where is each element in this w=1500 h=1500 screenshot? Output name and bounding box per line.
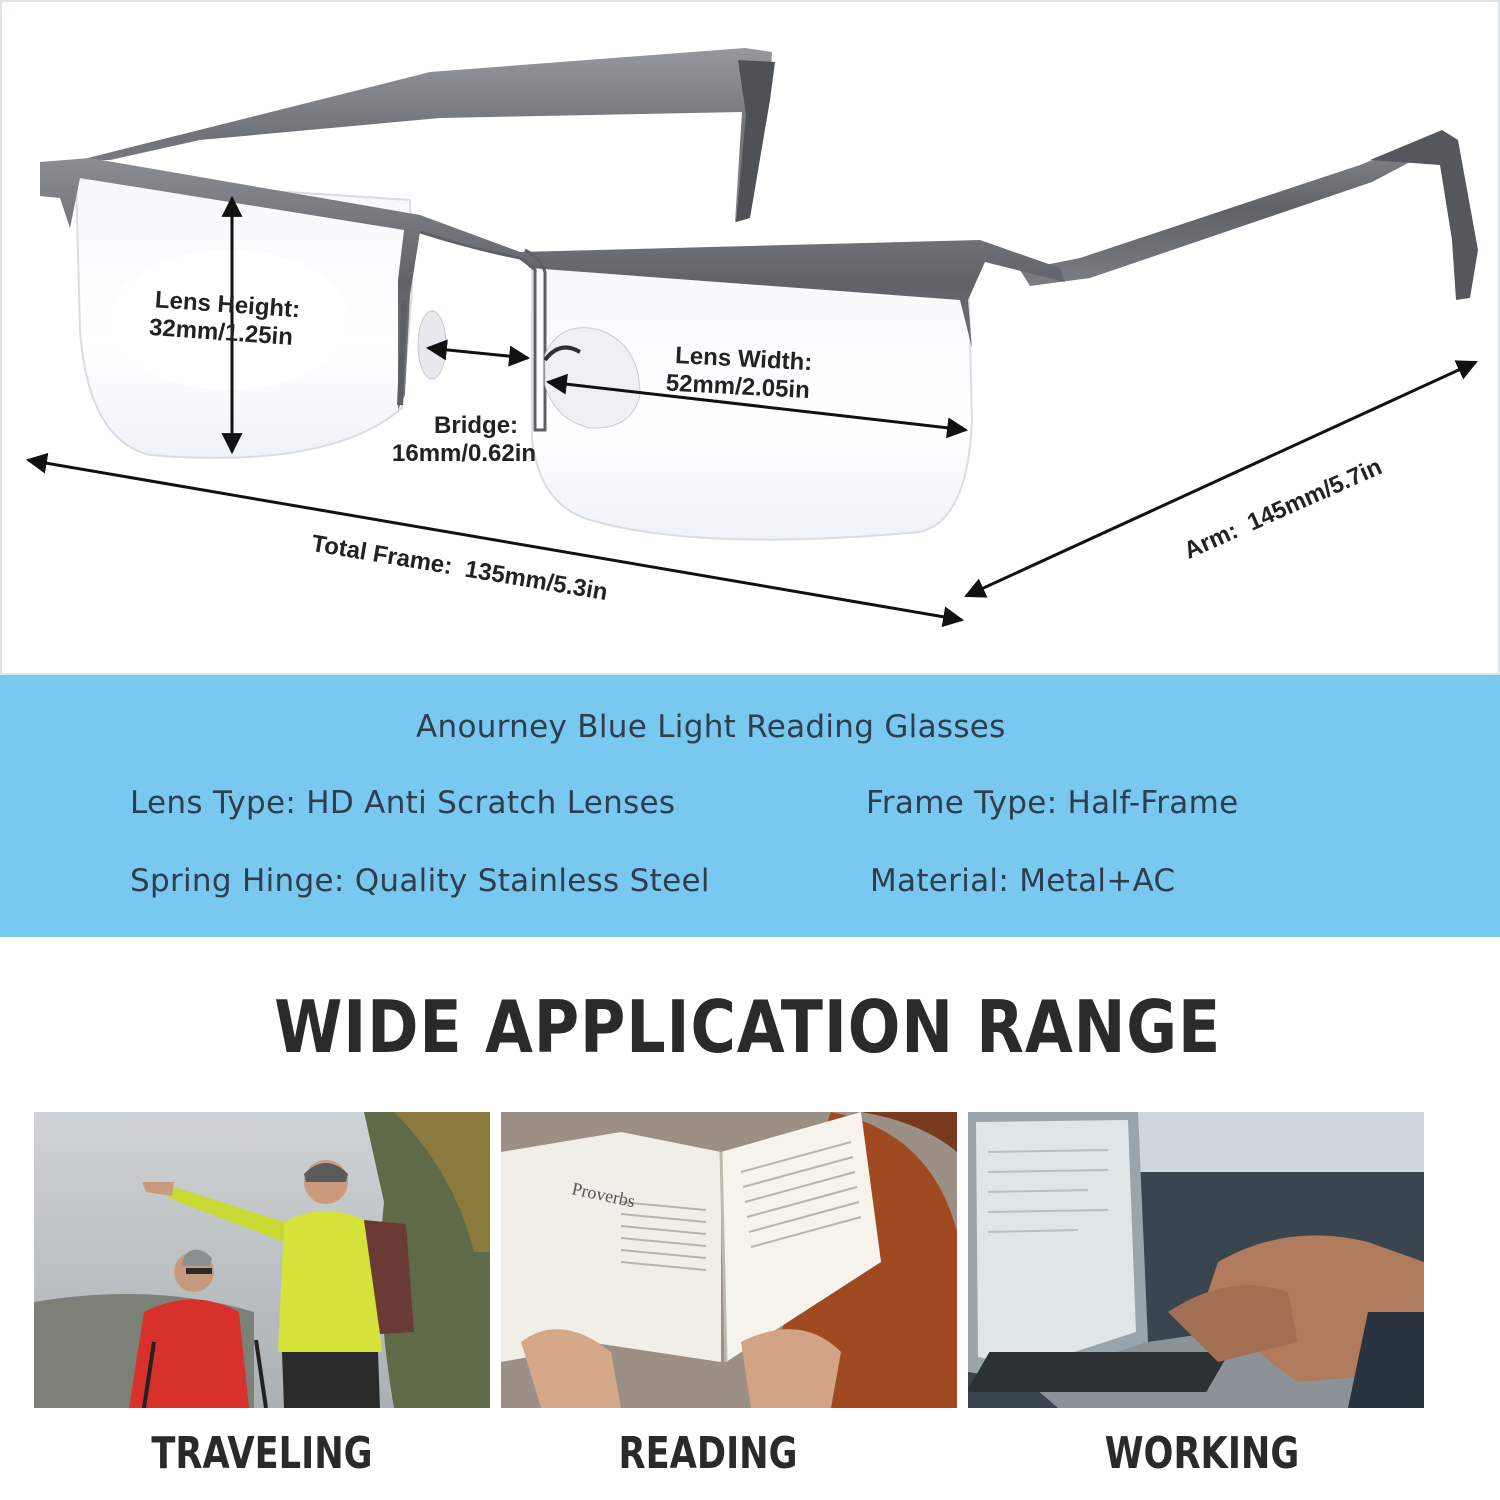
total-frame-value: 135mm/5.3in: [463, 555, 610, 607]
traveling-caption: TRAVELING: [151, 1428, 373, 1479]
laptop-illustration: [968, 1112, 1424, 1408]
reading-caption: READING: [618, 1428, 798, 1479]
working-caption: WORKING: [1104, 1428, 1300, 1479]
lens-height-title: Lens Height:: [154, 286, 301, 324]
spec-band: [0, 675, 1500, 937]
near-temple-arm: [1020, 130, 1478, 300]
traveling-photo: [34, 1112, 490, 1408]
total-frame-title: Total Frame:: [309, 530, 455, 581]
lens-height-value: 32mm/1.25in: [148, 313, 294, 351]
working-photo: [968, 1112, 1424, 1408]
arm-title: Arm:: [1180, 517, 1243, 565]
lens-type-spec: Lens Type: HD Anti Scratch Lenses: [130, 785, 676, 821]
arm-arrow: [966, 362, 1476, 596]
product-name: Anourney Blue Light Reading Glasses: [416, 709, 1006, 745]
reading-photo: [501, 1112, 957, 1408]
application-heading: WIDE APPLICATION RANGE: [274, 985, 1222, 1069]
lens-width-title: Lens Width:: [674, 342, 813, 377]
bridge-title: Bridge:: [434, 412, 519, 439]
book-illustration: [501, 1112, 957, 1408]
bridge-label: [392, 412, 536, 468]
lens-height-label: [148, 286, 301, 352]
lens-width-label: [665, 342, 813, 405]
arm-value: 145mm/5.7in: [1243, 453, 1386, 537]
material-spec: Material: Metal+AC: [870, 863, 1176, 899]
frame-type-spec: Frame Type: Half-Frame: [866, 785, 1239, 821]
lens-width-value: 52mm/2.05in: [665, 369, 811, 405]
spring-hinge-spec: Spring Hinge: Quality Stainless Steel: [130, 863, 710, 899]
bridge-value: 16mm/0.62in: [392, 440, 537, 467]
book-page-title: Proverbs: [570, 1178, 637, 1212]
hikers-illustration: [34, 1112, 490, 1408]
